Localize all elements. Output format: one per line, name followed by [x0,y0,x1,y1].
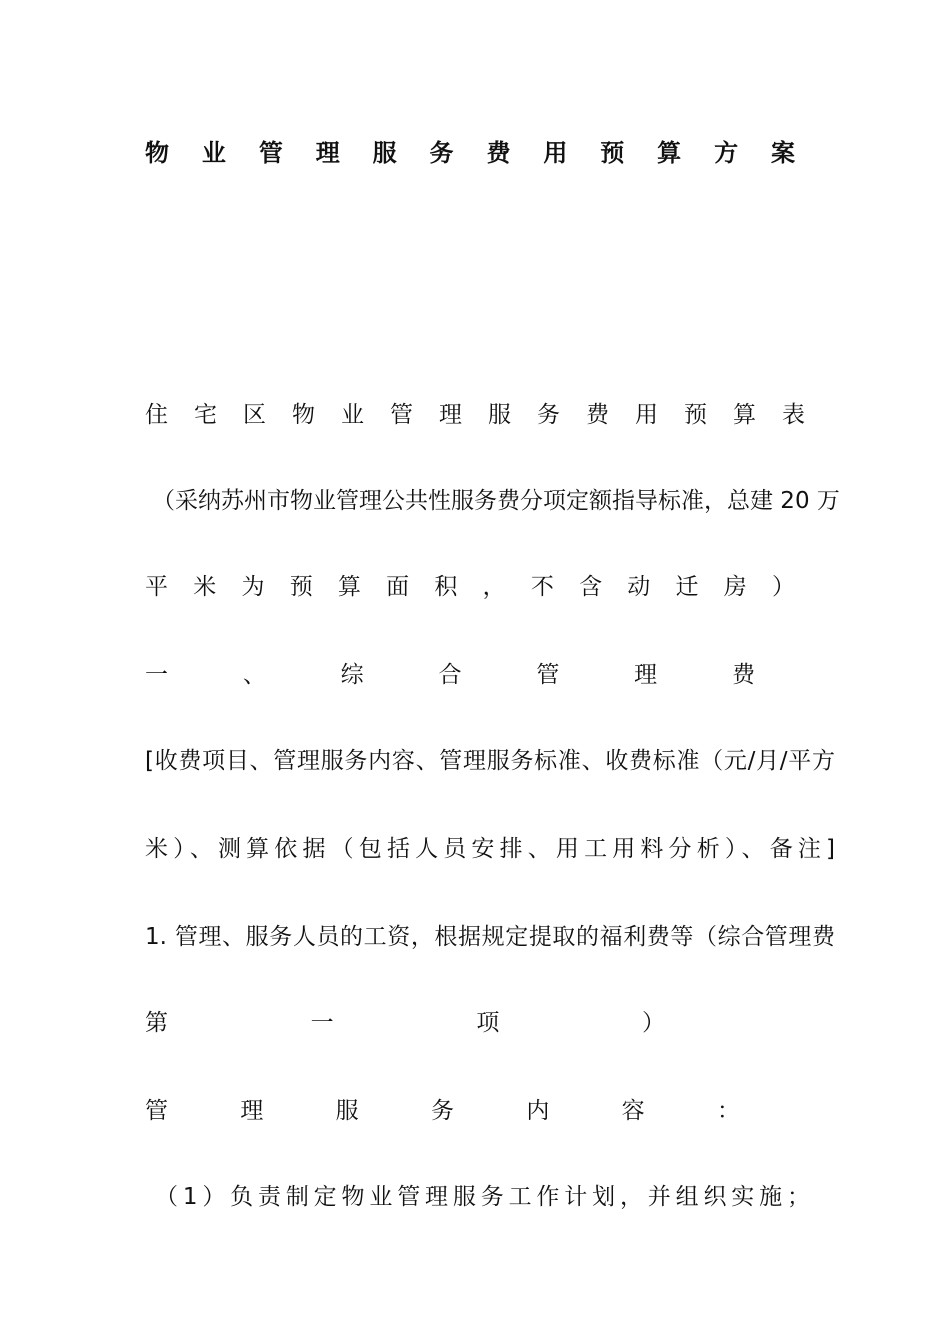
paragraph-line: 平米为预算面积，不含动迁房） [145,574,795,600]
list-item: （1）负责制定物业管理服务工作计划，并组织实施； [155,1184,810,1210]
subheading: 管理服务内容： [145,1098,740,1124]
paragraph-line: [收费项目、管理服务内容、管理服务标准、收费标准（元/月/平方 [145,748,835,774]
paragraph-line: 1. 管理、服务人员的工资，根据规定提取的福利费等（综合管理费 [145,924,835,950]
paragraph-line: 米）、测算依据（包括人员安排、用工用料分析）、备注] [145,836,835,862]
table-heading: 住宅区物业管理服务费用预算表 [145,402,805,428]
paragraph-line: （采纳苏州市物业管理公共性服务费分项定额指导标准，总建 20 万 [152,488,840,514]
document-title: 物业管理服务费用预算方案 [145,139,795,167]
paragraph-line: 第一项） [145,1010,665,1036]
section-heading: 一、综合管理费 [145,662,755,688]
